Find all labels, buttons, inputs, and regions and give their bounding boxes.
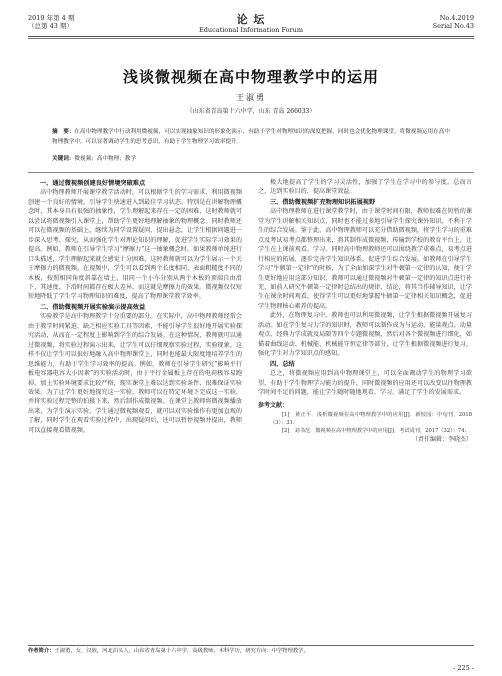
page-number: - 225 - — [453, 664, 474, 672]
left-column — [28, 178, 242, 435]
issue-year: 2019 年第 4 期 — [28, 14, 75, 22]
author-affiliation: （山东省青岛第十六中学，山东 青岛 266033） — [186, 108, 316, 115]
serial-info — [433, 14, 474, 30]
journal-title-en: Educational Information Forum — [198, 26, 304, 34]
reference-item: [2] 刘书范．微视频在高中物理教学中的应用[J]．考试周刊，2017（32）：74. — [282, 427, 467, 434]
responsible-editor: （责任编辑：李晓杰） — [411, 435, 472, 443]
author-bio-label: 作者简介： — [28, 648, 55, 654]
body-paragraph: 高中物理教师在进行课堂教学时，由于课堂时间有限，教师很难在短暂的课堂为学生讲解相关知识点，同时也不能过多地引导学生探究课外知识，不利于学生的综合发展。鉴于此，高中物理教师可以充分借助微视频，将学生学习的重难点及考试易考点都整理出来，将其制作成微视频，传输到学校的教育平台上，让学生在上课前观看、学习。同时高中物理教师还可以围绕教学重难点，易考点进行相应的拓展，逐步完善学生知识体系，促进学生综合发展。如教师在引导学生学习“牛顿第一定律”的时候，为了全面加深学生对牛顿第一定律的认知，便于学生更好地应用这部分知识，教师可以通过微视频对牛顿第一定律的知识点进行补充，如前人研究牛顿第一定律时总结出的规律、结论，将其当作辅导知识，让学生在课余时间观看，使得学生可以更好地掌握牛顿第一定律相关知识概念，促进学生物理核心素养的提高。 — [258, 208, 472, 310]
abstract — [52, 128, 450, 147]
issue-number: No.4.2019 — [439, 14, 474, 22]
article-title: 浅谈微视频在高中物理教学中的运用 — [122, 68, 379, 86]
journal-title-cn: 论 坛 — [236, 13, 266, 26]
reference-item: [1] 黄正平．浅析微视频在高中物理教学中的应用[J]．新校园：中旬刊，2018（3）：31. — [270, 411, 472, 426]
serial-number: Serial No.43 — [432, 22, 474, 30]
section-heading: 三、借助微视频扩充物理知识拓展视野 — [270, 198, 376, 206]
abstract-rule — [28, 172, 474, 173]
author-bio-text: 王淑勇，女，汉族，河北泊头人，山东省青岛第十六中学，高级教师，本科学历，研究方向：中学物理教学。 — [54, 648, 309, 654]
abstract-text: 在高中物理教学中行动利用微视频，可以实现抽象知识的形象化演示，有助于学生对物理知识的深度把握，同时也会优化物理课堂。将微视频运用在高中物理教学中，可以显著调动学生的思考意识，有助于学生物理学习效率提升。 — [52, 129, 450, 145]
keywords-text: 微视频；高中物理；教学 — [74, 156, 136, 162]
section-heading: 二、借助微视频开展实验演示提高效益 — [40, 303, 146, 311]
body-paragraph: 高中物理教师开展课堂教学活动时，可以根据学生的学习需求，利用微视频创建一个良好的情境，引导学生快速进入到最佳学习状态。特别是在讲解物理概念时，其本身具有很强的抽象性，学生理解起来存在一定的困难，这时教师就可以尝试将微视频引入课堂上，帮助学生更好地理解抽象的物理概念。同时教师还可以在微视频的基础上，继续为同学设置疑问，提出悬念，让学生根据问题进一步深入思考、探究，从而强化学生对理论知识的理解，促进学生实际学习效果的提高。例如，教师在引导学生学习“摩擦力”这一抽象概念时，如果教师单纯进行口头描述，学生理解起来就会感觉十分困难，这时教师就可以为学生展示一个关于摩擦力的微视频。在视频中，学生可以看到两个长度相同、表面粗糙度不同的木板，按照相同角度斜靠在墙上，用同一个小车分别从两个木板的顶端自由滑下，其速度、下滑时间都存在极大差异，而这就是摩擦力的效果。微视频仅仅短短地降低了学生学习物理知识的难度，提高了物理课堂教学效率。 — [28, 189, 242, 301]
section-heading: 一、通过微视频创建良好情境突破难点 — [40, 180, 146, 187]
references-heading: 参考文献： — [258, 402, 289, 410]
body-paragraph: 实验教学是高中物理教学十分重要的部分。在实际中，高中物理教师经常会由于教学时间紧迫、缺乏相应实验工具等因素，不能引导学生很好地开展实验探究活动，从而在一定程度上影响到学生的综合发展。在这种情况，教师就可以通过微视频，将实验过程演示出来，让学生可以仔细观察实验过程、实验现象。这样不仅让学生可以很好地融入高中物理课堂上，同时也能最大限度地培养学生的思维能力，有助于学生学习效率的提高。例如，教师在引导学生研究“影响平行板电容器电容大小因素”的实验活动时，由于平行金属板上存在的电荷极容易跑掉，加上实验环境要求比较严格，现实课堂上难以达到实验条件，很难保证实验效果。为了让学生更好地探究这一实验，教师可以在特定环境下完成这一实验，并将实验过程完整的拍摄下来，然后制作成微视频。在课堂上教师将微视频播放出来，为学生演示实验，学生通过微视频观看，就可以对实验操作有更加直观的了解，同时学生在观看实验过程中，出现疑问后，还可以暂停视频并提出，教师可以直接观看微视频， — [28, 313, 242, 434]
issue-total: （总第 43 期） — [28, 22, 73, 30]
header-rule-thin — [28, 38, 474, 39]
keywords-label: 关键词： — [52, 156, 75, 162]
author-bio — [28, 648, 474, 655]
article-author: 王淑勇 — [236, 93, 266, 102]
section-heading: 四、总结 — [270, 360, 295, 368]
body-paragraph: 总之，将微视频应用到高中物理课堂上，可以全面调动学生的物理学习欲望，有助于学生物理学习能力的提升，同时微视频的应用还可以改变以往物理教学时间不足的问题，能让学生随时随地观看、学习，满足了学生的发展需求。 — [258, 370, 472, 396]
header-rule — [28, 36, 474, 37]
journal-name — [28, 14, 474, 34]
body-paragraph: 此外，在物理复习中，教师也可以利用微视频，让学生根据微视频开展复习活动。如在学生复习力学的知识时，教师可以制作成为与运动、能量观点、动量观点、经典力学成就及局限等四个专题微视频，然后对各个微视频进行细化，如描着曲线运动、机械能、机械能守恒定律等部分，让学生根据微视频进行复习，强化学生对力学知识点的感知。 — [258, 312, 472, 358]
keywords — [52, 155, 450, 164]
right-column — [258, 178, 472, 444]
abstract-label: 摘 要： — [52, 129, 75, 135]
footer-rule — [28, 645, 474, 646]
body-paragraph: 极大地提高了学生的学习灵活性，加强了学生在学习中的参与度。总而言之，达到实验目的，提高课堂效益。 — [258, 179, 472, 196]
